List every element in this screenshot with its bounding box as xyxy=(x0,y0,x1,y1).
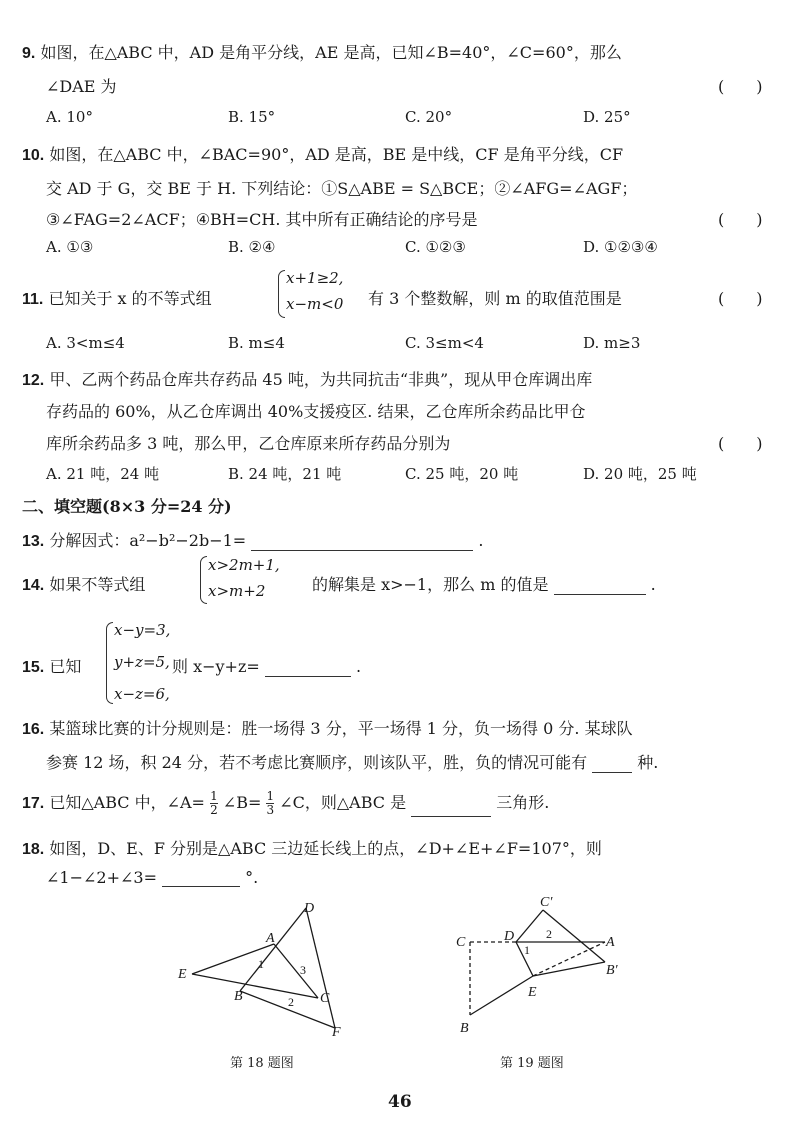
question-18-text-2: ∠1−∠2+∠3= xyxy=(46,868,157,887)
question-11-number: 11. xyxy=(22,291,44,308)
question-12-option-a: A. 21 吨，24 吨 xyxy=(46,465,160,483)
question-17-fraction-2 xyxy=(266,790,274,817)
question-11-brace xyxy=(278,270,285,318)
line-b-e xyxy=(470,976,533,1015)
question-11-text-pre: 已知关于 x 的不等式组 xyxy=(48,289,212,308)
question-14-answer-blank[interactable] xyxy=(554,578,646,595)
question-13-line xyxy=(22,528,483,551)
question-10-line2: 交 AD 于 G，交 BE 于 H. 下列结论：①S△ABE = S△BCE；②∠AFG=∠AGF； xyxy=(46,179,638,198)
question-15-expression: 则 x−y+z= xyxy=(172,657,260,676)
page-number: 46 xyxy=(388,1092,412,1112)
question-15-answer-blank[interactable] xyxy=(265,660,351,677)
fig19-angle-2: 2 xyxy=(546,927,552,941)
question-18-line2 xyxy=(46,868,258,887)
question-15-text-pre: 已知 xyxy=(49,657,82,676)
figure-19-caption: 第 19 题图 xyxy=(500,1056,564,1071)
question-10-option-b: B. ②④ xyxy=(228,238,276,256)
question-14-text-post xyxy=(312,572,656,595)
question-15-number: 15. xyxy=(22,659,45,676)
question-14-text-pre: 如果不等式组 xyxy=(49,575,146,594)
question-17-text-pre: 已知△ABC 中，∠A= xyxy=(49,793,205,812)
line-d-c-prime xyxy=(516,910,543,942)
question-9-answer-paren: ( ) xyxy=(718,77,763,96)
question-12-answer-paren: ( ) xyxy=(718,434,763,453)
fig18-label-a: A xyxy=(266,931,275,946)
question-16-number: 16. xyxy=(22,721,45,738)
question-11-system-2: x−m<0 xyxy=(286,295,344,313)
question-9-number: 9. xyxy=(22,45,36,62)
question-12-option-c: C. 25 吨，20 吨 xyxy=(405,465,519,483)
question-9-line2: ∠DAE 为 xyxy=(46,77,117,96)
question-17-line xyxy=(22,790,549,817)
question-11-option-d: D. m≥3 xyxy=(583,334,641,352)
question-15-text-post xyxy=(172,654,361,677)
fig19-label-e: E xyxy=(528,985,537,1000)
fig19-label-d: D xyxy=(504,929,515,944)
question-11-answer-paren: ( ) xyxy=(718,289,763,308)
fig18-angle-1: 1 xyxy=(258,957,264,971)
question-17-answer-blank[interactable] xyxy=(411,800,491,817)
fig19-label-a: A xyxy=(606,935,615,950)
question-14-line xyxy=(22,572,145,595)
fig18-label-f: F xyxy=(332,1025,341,1040)
question-14-end: . xyxy=(650,575,656,594)
fraction-2-denominator: 3 xyxy=(266,803,275,817)
question-9-option-d: D. 25° xyxy=(583,108,631,126)
question-11-text-post: 有 3 个整数解，则 m 的取值范围是 xyxy=(368,289,622,308)
question-11-option-c: C. 3≤m<4 xyxy=(405,334,484,352)
question-16-end: 种. xyxy=(637,753,659,772)
question-9-option-c: C. 20° xyxy=(405,108,453,126)
fraction-1-numerator: 1 xyxy=(210,789,218,803)
question-11-option-b: B. m≤4 xyxy=(228,334,285,352)
question-17-end: 三角形. xyxy=(496,793,550,812)
fig18-angle-3: 3 xyxy=(300,963,306,977)
question-13-number: 13. xyxy=(22,533,45,550)
question-14-system-1: x>2m+1, xyxy=(208,556,280,574)
question-12-line3: 库所余药品多 3 吨，那么甲，乙仓库原来所存药品分别为 xyxy=(46,434,451,453)
fraction-1-denominator: 2 xyxy=(210,803,218,817)
question-18-text-1: 如图，D、E、F 分别是△ABC 三边延长线上的点，∠D+∠E+∠F=107°，则 xyxy=(49,839,602,858)
fig19-label-b: B xyxy=(460,1021,469,1036)
question-10-option-a: A. ①③ xyxy=(46,238,94,256)
question-12-text-1: 甲、乙两个药品仓库共存药品 45 吨，为共同抗击“非典”，现从甲仓库调出库 xyxy=(49,370,593,389)
fig18-angle-2: 2 xyxy=(288,995,294,1009)
question-16-line1 xyxy=(22,716,633,739)
question-14-condition: 的解集是 x>−1，那么 m 的值是 xyxy=(312,575,549,594)
question-13-end: . xyxy=(478,531,484,550)
question-11-line xyxy=(22,286,212,309)
line-a-c xyxy=(274,944,318,998)
question-10-line3: ③∠FAG=2∠ACF；④BH=CH. 其中所有正确结论的序号是 xyxy=(46,210,478,229)
figure-18-caption: 第 18 题图 xyxy=(230,1056,294,1071)
question-11-option-a: A. 3<m≤4 xyxy=(46,334,125,352)
question-12-option-b: B. 24 吨，21 吨 xyxy=(228,465,342,483)
question-10-line1 xyxy=(22,142,623,165)
question-10-option-d: D. ①②③④ xyxy=(583,238,658,256)
question-15-end: . xyxy=(356,657,362,676)
fig18-label-d: D xyxy=(304,901,315,916)
section-fill-in-heading: 二、填空题(8×3 分=24 分) xyxy=(22,497,232,516)
question-17-fraction-1 xyxy=(210,790,218,817)
question-10-number: 10. xyxy=(22,147,45,164)
question-15-system-2: y+z=5, xyxy=(114,653,170,671)
question-9-option-a: A. 10° xyxy=(46,108,93,126)
question-9-line1 xyxy=(22,40,622,63)
question-17-text-post: ∠C，则△ABC 是 xyxy=(279,793,407,812)
fig19-label-b-prime: B′ xyxy=(606,963,618,978)
question-10-text-1: 如图，在△ABC 中，∠BAC=90°，AD 是高，BE 是中线，CF 是角平分线，CF xyxy=(49,145,624,164)
line-e-a-dashed xyxy=(533,942,605,976)
fraction-2-numerator: 1 xyxy=(266,789,275,803)
question-9-text-1: 如图，在△ABC 中，AD 是角平分线，AE 是高，已知∠B=40°，∠C=60°，那么 xyxy=(40,43,622,62)
fig18-label-b: B xyxy=(234,989,243,1004)
figure-19-diagram xyxy=(448,890,648,1040)
line-e-c xyxy=(192,974,318,998)
question-12-option-d: D. 20 吨，25 吨 xyxy=(583,465,697,483)
question-15-system-3: x−z=6, xyxy=(114,685,170,703)
question-12-line2: 存药品的 60%，从乙仓库调出 40%支援疫区. 结果，乙仓库所余药品比甲仓 xyxy=(46,402,586,421)
question-16-text-2: 参赛 12 场，积 24 分，若不考虑比赛顺序，则该队平，胜，负的情况可能有 xyxy=(46,753,588,772)
question-16-answer-blank[interactable] xyxy=(592,756,632,773)
fig19-angle-1: 1 xyxy=(524,943,530,957)
fig19-label-c-prime: C′ xyxy=(540,895,553,910)
question-18-number: 18. xyxy=(22,841,45,858)
line-e-b-prime xyxy=(533,962,605,976)
question-9-option-b: B. 15° xyxy=(228,108,276,126)
line-d-b xyxy=(240,908,306,991)
question-17-number: 17. xyxy=(22,795,45,812)
question-16-text-1: 某篮球比赛的计分规则是：胜一场得 3 分，平一场得 1 分，负一场得 0 分. 某球队 xyxy=(49,719,633,738)
fig19-label-c: C xyxy=(456,935,466,950)
question-10-option-c: C. ①②③ xyxy=(405,238,466,256)
fig18-label-e: E xyxy=(178,967,187,982)
question-13-answer-blank[interactable] xyxy=(251,534,473,551)
question-11-system-1: x+1≥2, xyxy=(286,269,344,287)
question-12-line1 xyxy=(22,367,592,390)
question-18-answer-blank[interactable] xyxy=(162,870,240,887)
question-13-text: 分解因式：a²−b²−2b−1= xyxy=(49,531,247,550)
question-14-brace xyxy=(200,556,207,604)
question-15-system-1: x−y=3, xyxy=(114,621,171,639)
question-18-line1 xyxy=(22,836,602,859)
question-16-line2 xyxy=(46,750,658,773)
fig18-label-c: C xyxy=(320,991,330,1006)
line-d-f xyxy=(306,908,335,1028)
question-17-text-mid: ∠B= xyxy=(222,793,262,812)
question-15-line xyxy=(22,654,81,677)
figure-18-diagram xyxy=(170,896,370,1046)
question-14-number: 14. xyxy=(22,577,45,594)
question-18-end: °. xyxy=(245,868,259,887)
question-10-answer-paren: ( ) xyxy=(718,210,763,229)
question-15-brace xyxy=(106,622,113,704)
question-14-system-2: x>m+2 xyxy=(208,582,266,600)
line-c-prime-b-prime xyxy=(543,910,605,962)
question-12-number: 12. xyxy=(22,372,45,389)
